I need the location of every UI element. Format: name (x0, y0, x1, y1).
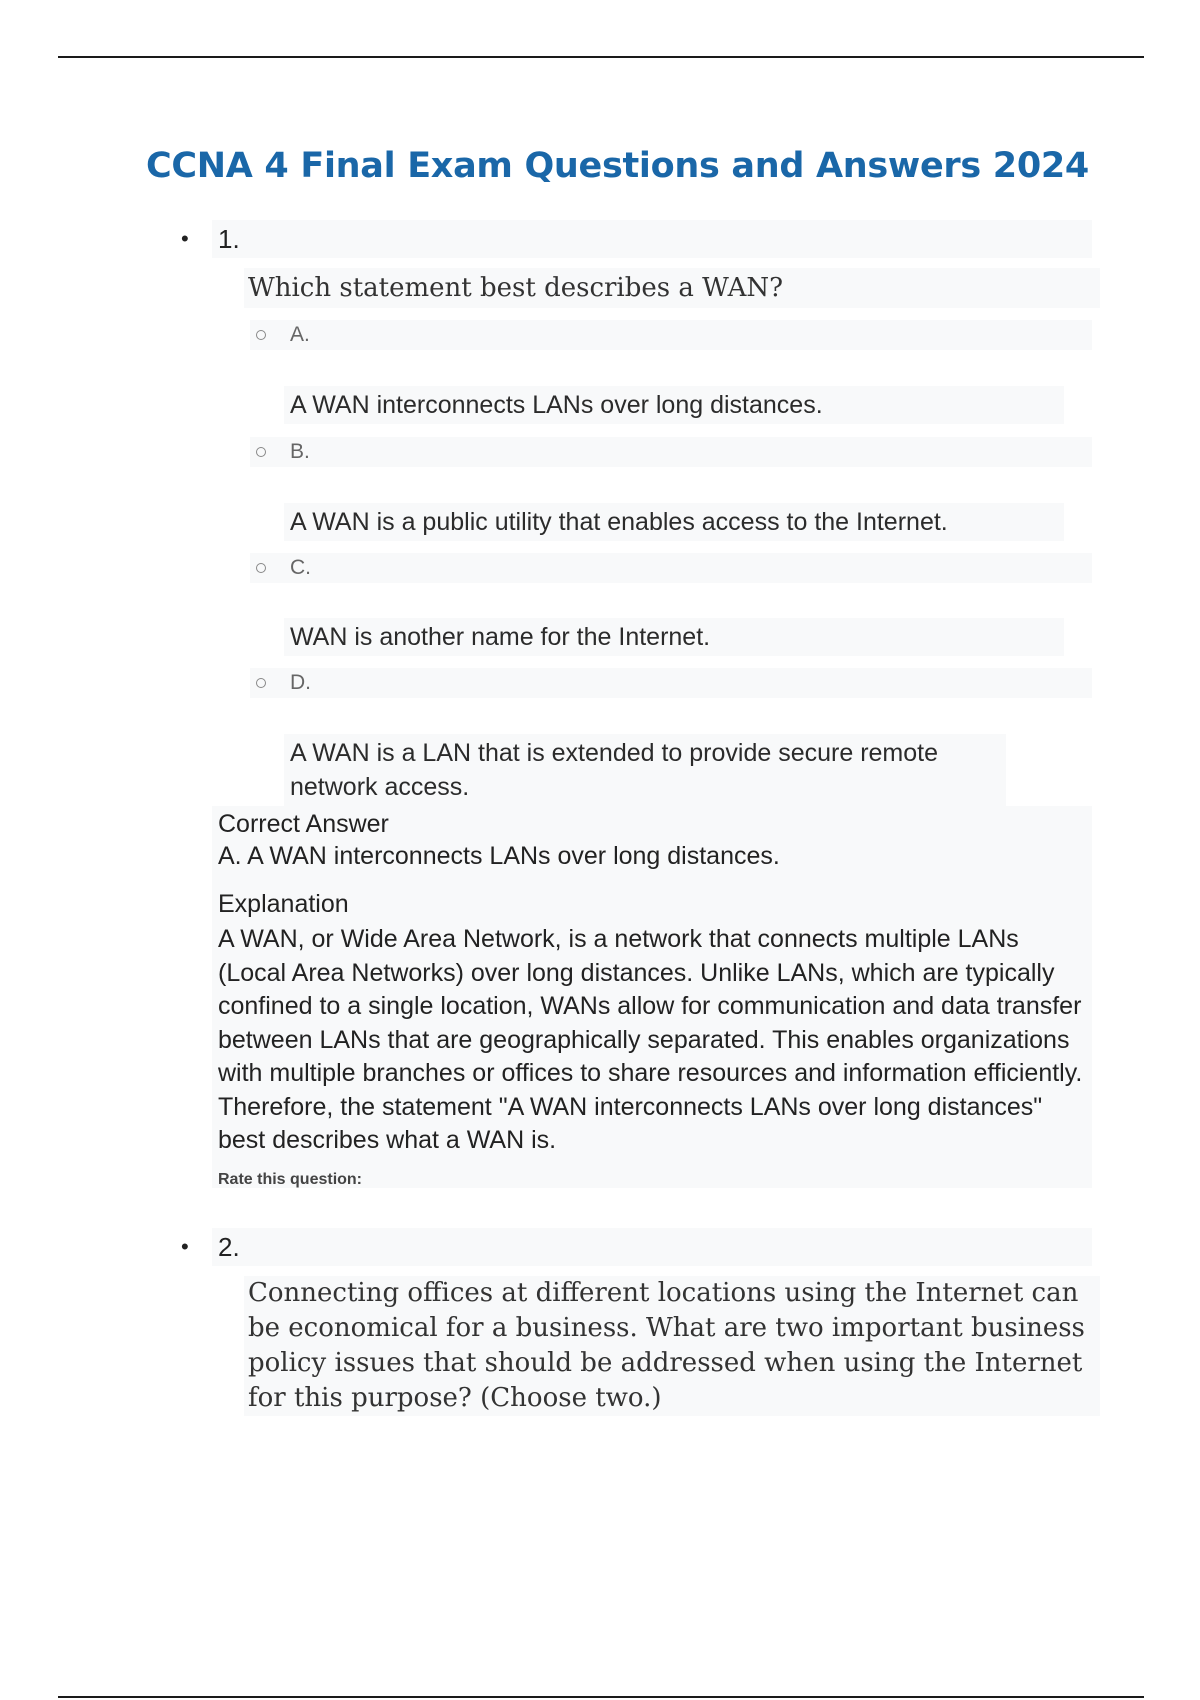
explanation-text: A WAN, or Wide Area Network, is a network that connects multiple LANs (Local Area Networks) over long distances. Unlike LANs, which are typically confined to a single location, WANs allow for communication and data transfer between LANs that are geographically separated. This enables organizations with multiple branches or offices to share resources and information efficiently. Therefore, the statement "A WAN interconnects LANs over long distances" best describes what a WAN is. (218, 925, 1083, 1154)
radio-circle-icon (256, 330, 266, 340)
option-letter: A. (290, 323, 310, 346)
question-number: 2. (218, 1232, 240, 1262)
radio-circle-icon (256, 447, 266, 457)
option-a-row (250, 320, 1092, 350)
radio-circle-icon (256, 678, 266, 688)
question-text: Connecting offices at different locations using the Internet can be economical for a business. What are two important business policy issues that should be addressed when using the Internet for this purpose? (Choose two.) (244, 1276, 1100, 1416)
bullet-icon: • (181, 1234, 189, 1259)
option-letter: B. (290, 440, 310, 463)
question-header (212, 1228, 1092, 1266)
rate-question-label: Rate this question: (218, 1171, 363, 1188)
option-b-row (250, 437, 1092, 467)
option-letter: C. (290, 556, 311, 579)
correct-answer-label: Correct Answer (218, 810, 389, 838)
question-text: Which statement best describes a WAN? (244, 268, 1100, 308)
document-title: CCNA 4 Final Exam Questions and Answers 2024 (146, 146, 1089, 186)
bullet-icon: • (181, 226, 189, 251)
option-text: A WAN is a LAN that is extended to provide secure remote network access. (284, 734, 1006, 806)
bottom-rule (58, 1696, 1144, 1698)
radio-circle-icon (256, 563, 266, 573)
option-c-row (250, 553, 1092, 583)
option-letter: D. (290, 671, 311, 694)
option-text: A WAN is a public utility that enables access to the Internet. (284, 503, 1064, 541)
option-text: WAN is another name for the Internet. (284, 618, 1064, 656)
question-number: 1. (218, 224, 240, 254)
top-rule (58, 56, 1144, 58)
option-d-row (250, 668, 1092, 698)
correct-answer-value: A. A WAN interconnects LANs over long distances. (218, 842, 780, 870)
explanation-label: Explanation (218, 890, 349, 918)
question-header (212, 220, 1092, 258)
option-text: A WAN interconnects LANs over long distances. (284, 386, 1064, 424)
